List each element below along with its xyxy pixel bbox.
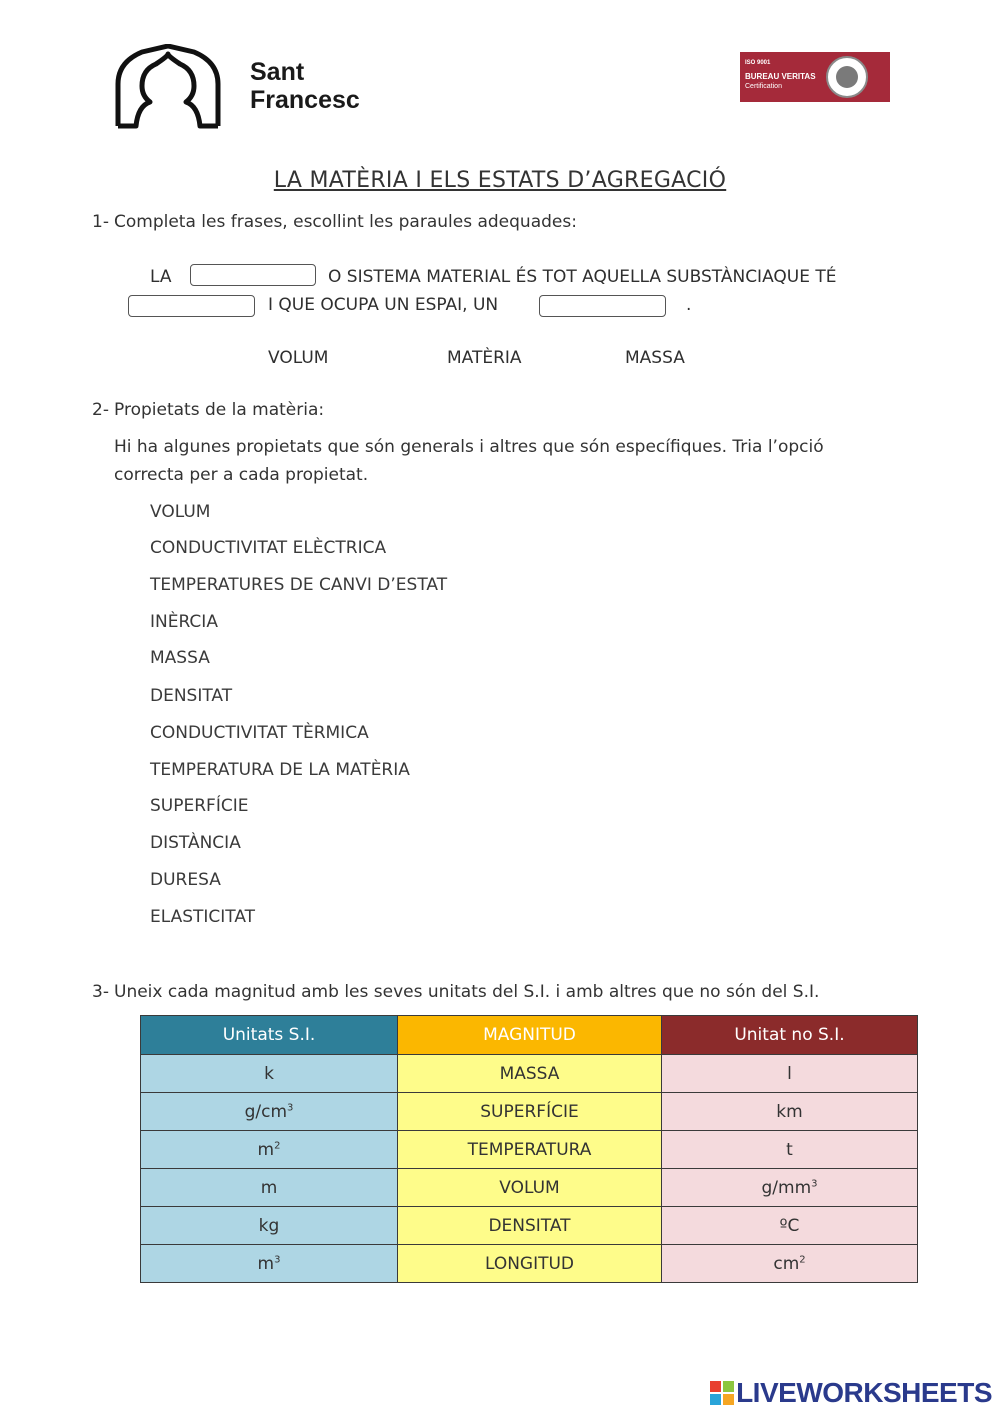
table-row: [141, 1245, 918, 1283]
property-item: CONDUCTIVITAT ELÈCTRICA: [150, 538, 387, 558]
liveworksheets-logo-icon: [710, 1381, 734, 1405]
si-unit-cell[interactable]: [141, 1093, 398, 1131]
question-3-heading: [92, 982, 819, 1002]
question-2-text: Propietats de la matèria:: [114, 400, 325, 420]
question-1-number: 1-: [92, 212, 109, 232]
si-unit-cell[interactable]: [141, 1169, 398, 1207]
table-row: [141, 1093, 918, 1131]
property-item: DISTÀNCIA: [150, 833, 241, 853]
property-item: DENSITAT: [150, 686, 233, 706]
non-si-unit-cell[interactable]: [662, 1169, 918, 1207]
header-magnitude: MAGNITUD: [398, 1016, 662, 1055]
magnitude-cell[interactable]: [398, 1131, 662, 1169]
brand-line-2: Francesc: [250, 86, 360, 114]
non-si-unit-cell[interactable]: [662, 1131, 918, 1169]
liveworksheets-footer[interactable]: [710, 1376, 992, 1410]
table-row: [141, 1131, 918, 1169]
non-si-unit-value: g/mm: [761, 1177, 812, 1198]
non-si-unit-value: cm: [773, 1253, 800, 1274]
sentence-part-1: LA: [150, 267, 172, 287]
si-unit-value: g/cm: [244, 1101, 288, 1122]
si-unit-value: m: [257, 1253, 275, 1274]
table-row: [141, 1169, 918, 1207]
question-2-intro-line-1: Hi ha algunes propietats que són generals i altres que són específiques. Tria l’opció: [114, 437, 824, 457]
non-si-unit-value: l: [787, 1063, 792, 1084]
si-unit-exponent: 3: [274, 1253, 281, 1265]
si-unit-cell[interactable]: [141, 1245, 398, 1283]
si-unit-cell[interactable]: [141, 1207, 398, 1245]
magnitude-value: TEMPERATURA: [467, 1139, 592, 1160]
property-item: CONDUCTIVITAT TÈRMICA: [150, 723, 369, 743]
non-si-unit-exponent: 3: [811, 1177, 818, 1189]
magnitude-cell[interactable]: [398, 1093, 662, 1131]
si-unit-value: m: [260, 1177, 278, 1198]
table-row: [141, 1207, 918, 1245]
non-si-unit-cell[interactable]: [662, 1055, 918, 1093]
cert-line-3: Certification: [745, 83, 782, 90]
magnitude-value: LONGITUD: [484, 1253, 575, 1274]
brand-name: [250, 58, 360, 114]
magnitude-value: SUPERFÍCIE: [480, 1101, 579, 1122]
sentence-part-2: O SISTEMA MATERIAL ÉS TOT AQUELLA SUBSTÀNCIAQUE TÉ: [328, 267, 837, 287]
property-item: DURESA: [150, 870, 221, 890]
property-item: ELASTICITAT: [150, 907, 256, 927]
non-si-unit-cell[interactable]: [662, 1245, 918, 1283]
question-2-heading: [92, 400, 324, 420]
certification-seal-icon: [826, 56, 868, 98]
page-title: LA MATÈRIA I ELS ESTATS D’AGREGACIÓ: [273, 168, 727, 193]
si-unit-value: k: [264, 1063, 274, 1084]
question-3-text: Uneix cada magnitud amb les seves unitats del S.I. i amb altres que no són del S.I.: [114, 982, 820, 1002]
word-bank-item: VOLUM: [268, 348, 329, 368]
certification-badge: [740, 52, 890, 102]
sentence-part-4: .: [686, 295, 692, 315]
magnitude-cell[interactable]: [398, 1055, 662, 1093]
si-unit-value: m: [257, 1139, 275, 1160]
sant-francesc-logo-icon: [112, 44, 224, 130]
word-bank-item: MATÈRIA: [447, 348, 522, 368]
property-item: VOLUM: [150, 502, 211, 522]
si-unit-cell[interactable]: [141, 1131, 398, 1169]
liveworksheets-brand: LIVEWORKSHEETS: [736, 1377, 992, 1408]
non-si-unit-value: km: [776, 1101, 803, 1122]
table-row: [141, 1055, 918, 1093]
question-2-intro-line-2: correcta per a cada propietat.: [114, 465, 369, 485]
property-item: SUPERFÍCIE: [150, 796, 249, 816]
question-3-number: 3-: [92, 982, 109, 1002]
property-item: TEMPERATURA DE LA MATÈRIA: [150, 760, 410, 780]
magnitude-value: VOLUM: [499, 1177, 560, 1198]
magnitude-value: DENSITAT: [488, 1215, 571, 1236]
cert-line-1: ISO 9001: [745, 60, 771, 66]
magnitude-value: MASSA: [499, 1063, 560, 1084]
si-unit-cell[interactable]: [141, 1055, 398, 1093]
property-item: INÈRCIA: [150, 612, 218, 632]
property-item: MASSA: [150, 648, 210, 668]
non-si-unit-value: ºC: [779, 1215, 800, 1236]
magnitude-cell[interactable]: [398, 1245, 662, 1283]
si-unit-exponent: 2: [274, 1139, 281, 1151]
question-1-heading: [92, 212, 577, 232]
answer-blank-3[interactable]: [539, 295, 666, 317]
non-si-unit-cell[interactable]: [662, 1207, 918, 1245]
magnitude-cell[interactable]: [398, 1169, 662, 1207]
header-non-si-units: Unitat no S.I.: [662, 1016, 918, 1055]
answer-blank-2[interactable]: [128, 295, 255, 317]
si-unit-exponent: 3: [287, 1101, 294, 1113]
non-si-unit-cell[interactable]: [662, 1093, 918, 1131]
units-table: [140, 1015, 918, 1283]
brand-line-1: Sant: [250, 58, 305, 86]
property-item: TEMPERATURES DE CANVI D’ESTAT: [150, 575, 448, 595]
question-2-number: 2-: [92, 400, 109, 420]
answer-blank-1[interactable]: [190, 264, 316, 286]
non-si-unit-exponent: 2: [799, 1253, 806, 1265]
sentence-part-3: I QUE OCUPA UN ESPAI, UN: [268, 295, 499, 315]
question-1-text: Completa les frases, escollint les paraules adequades:: [114, 212, 577, 232]
non-si-unit-value: t: [786, 1139, 793, 1160]
table-header-row: [141, 1016, 918, 1055]
si-unit-value: kg: [258, 1215, 280, 1236]
word-bank-item: MASSA: [625, 348, 685, 368]
cert-line-2: BUREAU VERITAS: [745, 72, 816, 81]
header-si-units: Unitats S.I.: [141, 1016, 398, 1055]
magnitude-cell[interactable]: [398, 1207, 662, 1245]
